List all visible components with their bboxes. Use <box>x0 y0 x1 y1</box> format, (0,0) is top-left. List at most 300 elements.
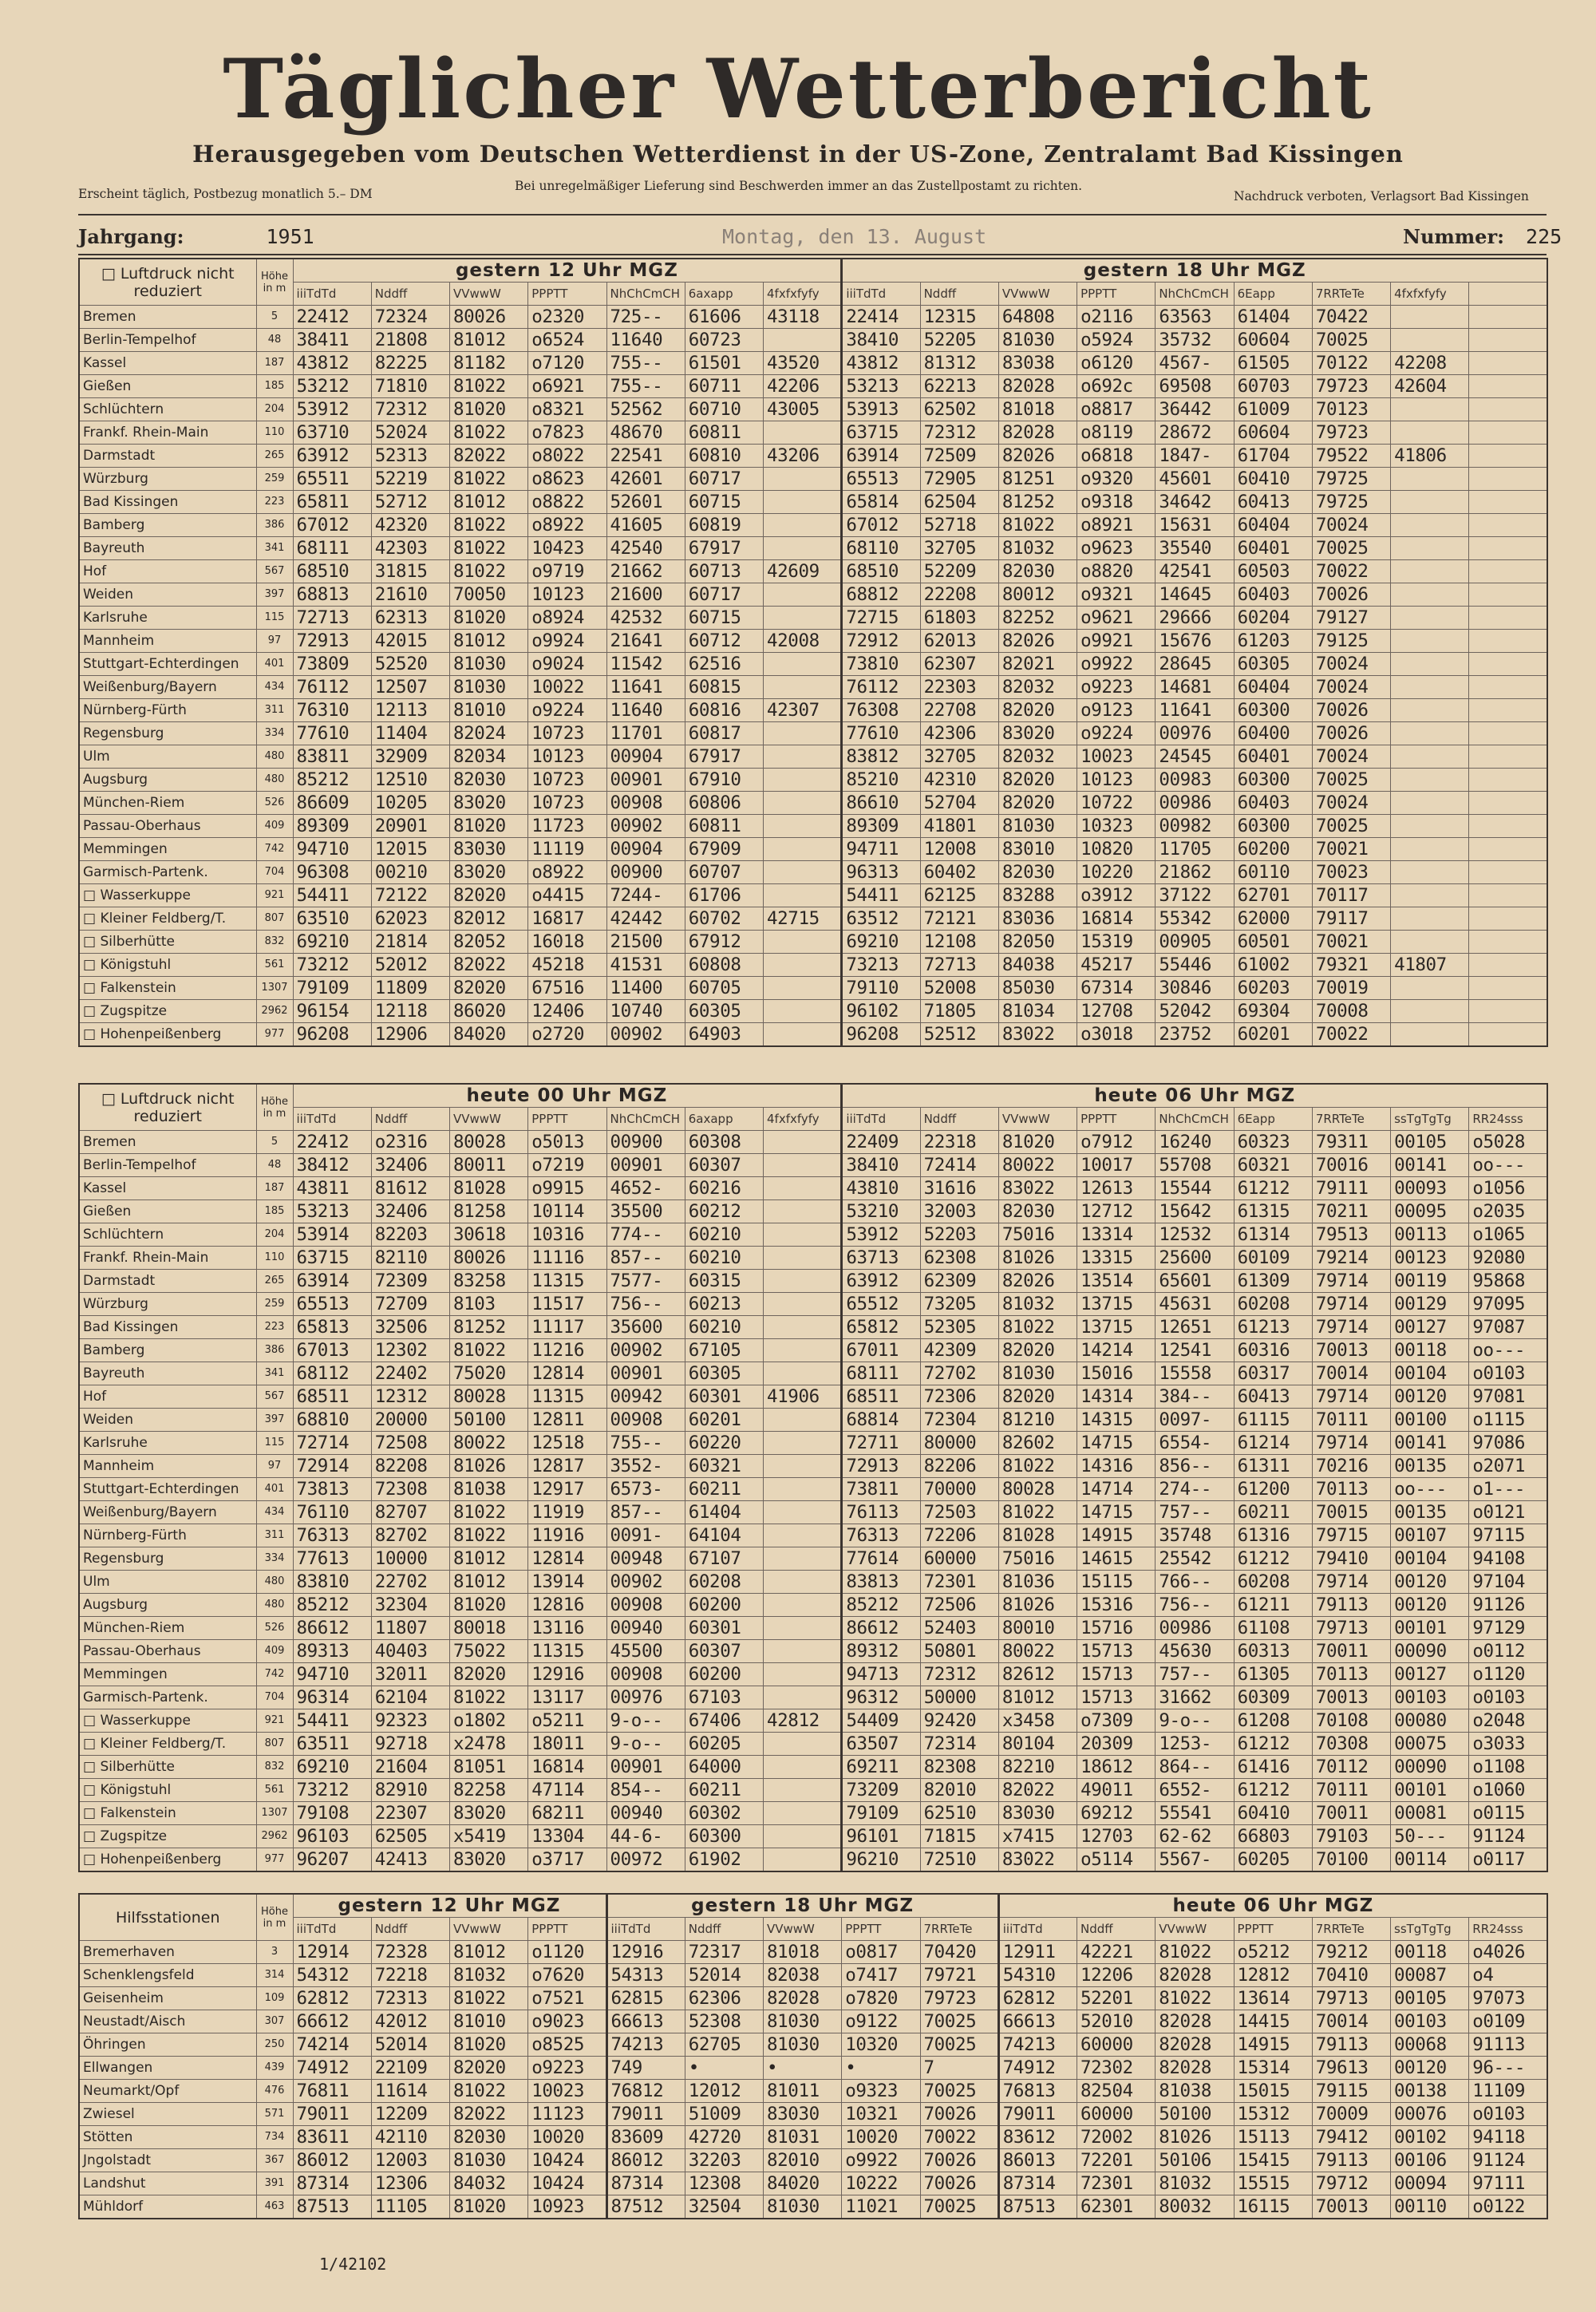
code-header: VVwwW <box>998 1108 1077 1131</box>
obs-cell: 72121 <box>920 907 998 931</box>
obs-cell: 43811 <box>293 1177 371 1200</box>
obs-cell <box>1391 977 1469 1000</box>
obs-cell: 80028 <box>450 1385 528 1409</box>
station-height: 265 <box>256 445 293 468</box>
code-header: PPPTT <box>528 1918 606 1941</box>
obs-cell <box>1391 1023 1469 1047</box>
station-height: 742 <box>256 838 293 861</box>
obs-cell: 13315 <box>1077 1247 1156 1270</box>
obs-cell <box>1469 792 1547 815</box>
station-row <box>79 1594 1547 1617</box>
station-row <box>79 1571 1547 1594</box>
obs-cell: 62510 <box>920 1802 998 1825</box>
station-name: Weiden <box>79 1409 256 1432</box>
station-height: 921 <box>256 884 293 907</box>
obs-cell: 60403 <box>1234 583 1312 607</box>
obs-cell: 81026 <box>998 1247 1077 1270</box>
obs-cell: 63912 <box>842 1270 920 1293</box>
obs-cell <box>764 1524 842 1547</box>
obs-cell: o0103 <box>1469 2103 1547 2126</box>
obs-cell: 80018 <box>450 1617 528 1640</box>
obs-cell: 384-- <box>1156 1385 1234 1409</box>
obs-cell: 64104 <box>685 1524 763 1547</box>
obs-cell: o9024 <box>528 653 606 676</box>
obs-cell: o7417 <box>842 1964 920 1987</box>
obs-cell: 96154 <box>293 1000 371 1023</box>
station-name: Nürnberg-Fürth <box>79 1524 256 1547</box>
obs-cell: 73811 <box>842 1478 920 1501</box>
obs-cell: 18612 <box>1077 1756 1156 1779</box>
obs-cell: 32003 <box>920 1200 998 1223</box>
obs-cell: 11641 <box>1156 699 1234 722</box>
code-header: RR24sss <box>1469 1108 1547 1131</box>
obs-cell: o0103 <box>1469 1362 1547 1385</box>
code-header: VVwwW <box>998 283 1077 306</box>
obs-cell: 64000 <box>685 1756 763 1779</box>
obs-cell: 62-62 <box>1156 1825 1234 1848</box>
obs-cell: • <box>842 2057 920 2080</box>
obs-cell: 76110 <box>293 1501 371 1524</box>
obs-cell: 11123 <box>528 2103 606 2126</box>
obs-cell: 35748 <box>1156 1524 1234 1547</box>
obs-cell <box>764 1478 842 1501</box>
obs-cell: 82034 <box>450 745 528 769</box>
obs-cell: 10424 <box>528 2149 606 2172</box>
obs-cell: 35500 <box>606 1200 685 1223</box>
obs-cell: 79011 <box>606 2103 685 2126</box>
obs-cell: 72913 <box>293 630 371 653</box>
obs-cell <box>1469 676 1547 699</box>
obs-cell: 50100 <box>1156 2103 1234 2126</box>
obs-cell: 00940 <box>606 1802 685 1825</box>
obs-cell: 92080 <box>1469 1247 1547 1270</box>
obs-cell: 00901 <box>606 769 685 792</box>
obs-cell <box>1391 537 1469 560</box>
obs-cell: 70410 <box>1312 1964 1390 1987</box>
obs-cell: o3912 <box>1077 884 1156 907</box>
code-header: iiiTdTd <box>606 1918 685 1941</box>
obs-cell: 83020 <box>450 1802 528 1825</box>
obs-cell: 89309 <box>842 815 920 838</box>
obs-cell: 70216 <box>1312 1455 1390 1478</box>
obs-cell: 81020 <box>998 1131 1077 1154</box>
obs-cell: 85030 <box>998 977 1077 1000</box>
obs-cell: 00120 <box>1391 1594 1469 1617</box>
obs-cell: 69211 <box>842 1756 920 1779</box>
obs-cell: 12308 <box>685 2172 763 2195</box>
code-header: PPPTT <box>528 1108 606 1131</box>
obs-cell: 79321 <box>1312 954 1390 977</box>
obs-cell: 82612 <box>998 1663 1077 1686</box>
obs-cell: 60711 <box>685 375 763 398</box>
obs-cell: 94711 <box>842 838 920 861</box>
station-row <box>79 2010 1547 2033</box>
obs-cell: 61314 <box>1234 1223 1312 1247</box>
obs-cell: 45217 <box>1077 954 1156 977</box>
station-row <box>79 1293 1547 1316</box>
obs-cell: 83020 <box>450 792 528 815</box>
obs-cell: 67012 <box>293 514 371 537</box>
obs-cell: 55541 <box>1156 1802 1234 1825</box>
obs-cell: 81022 <box>450 421 528 445</box>
volume-year: 1951 <box>266 225 314 248</box>
obs-cell: 00904 <box>606 838 685 861</box>
obs-cell: 72002 <box>1077 2126 1156 2149</box>
obs-cell: 70022 <box>920 2126 998 2149</box>
obs-cell: o8321 <box>528 398 606 421</box>
obs-cell: 68111 <box>842 1362 920 1385</box>
obs-cell: 81022 <box>450 537 528 560</box>
obs-cell: o5013 <box>528 1131 606 1154</box>
obs-cell: 67406 <box>685 1709 763 1733</box>
station-row <box>79 1964 1547 1987</box>
obs-cell: o9915 <box>528 1177 606 1200</box>
station-row <box>79 1825 1547 1848</box>
obs-cell: 00094 <box>1391 2172 1469 2195</box>
station-row <box>79 1177 1547 1200</box>
obs-cell: 92718 <box>371 1733 449 1756</box>
obs-cell: 15558 <box>1156 1362 1234 1385</box>
obs-cell: 70113 <box>1312 1663 1390 1686</box>
obs-cell: 12518 <box>528 1432 606 1455</box>
obs-cell: o0112 <box>1469 1640 1547 1663</box>
station-name: München-Riem <box>79 792 256 815</box>
obs-cell: 83030 <box>998 1802 1077 1825</box>
obs-cell: 75016 <box>998 1547 1077 1571</box>
obs-cell: 87512 <box>606 2195 685 2219</box>
obs-cell: 81030 <box>998 1362 1077 1385</box>
obs-cell: 79127 <box>1312 607 1390 630</box>
obs-cell <box>1469 398 1547 421</box>
obs-cell: 81030 <box>764 2033 842 2057</box>
station-height: 334 <box>256 722 293 745</box>
obs-cell: 53914 <box>293 1223 371 1247</box>
obs-cell: 52313 <box>371 445 449 468</box>
obs-cell: 81251 <box>998 468 1077 491</box>
obs-cell: 15642 <box>1156 1200 1234 1223</box>
station-height: 5 <box>256 1131 293 1154</box>
obs-cell: 81030 <box>764 2010 842 2033</box>
obs-cell <box>1469 583 1547 607</box>
obs-cell: oo--- <box>1391 1478 1469 1501</box>
station-name: Hof <box>79 560 256 583</box>
obs-cell: 00120 <box>1391 2057 1469 2080</box>
station-height: 367 <box>256 2149 293 2172</box>
obs-cell: 81022 <box>450 1524 528 1547</box>
obs-cell: 60315 <box>685 1270 763 1293</box>
station-row <box>79 1640 1547 1663</box>
obs-cell: 60503 <box>1234 560 1312 583</box>
obs-cell: 48670 <box>606 421 685 445</box>
obs-cell: 61200 <box>1234 1478 1312 1501</box>
obs-cell: 62701 <box>1234 884 1312 907</box>
obs-cell: 96312 <box>842 1686 920 1709</box>
obs-cell: 00101 <box>1391 1617 1469 1640</box>
obs-cell: 22402 <box>371 1362 449 1385</box>
station-name: Jngolstadt <box>79 2149 256 2172</box>
obs-cell: 60707 <box>685 861 763 884</box>
obs-cell: 9-o-- <box>1156 1709 1234 1733</box>
obs-cell: 00093 <box>1391 1177 1469 1200</box>
obs-cell: 60819 <box>685 514 763 537</box>
obs-cell: 61009 <box>1234 398 1312 421</box>
obs-cell: 60702 <box>685 907 763 931</box>
obs-cell: 60400 <box>1234 722 1312 745</box>
obs-cell: 00138 <box>1391 2080 1469 2103</box>
code-header: 6Eapp <box>1234 1108 1312 1131</box>
obs-cell: 60213 <box>685 1293 763 1316</box>
obs-cell: 61505 <box>1234 352 1312 375</box>
obs-cell: 68510 <box>293 560 371 583</box>
obs-cell: 62505 <box>371 1825 449 1848</box>
obs-cell: 61316 <box>1234 1524 1312 1547</box>
obs-cell: 4652- <box>606 1177 685 1200</box>
obs-cell: 22109 <box>371 2057 449 2080</box>
station-row <box>79 1686 1547 1709</box>
obs-cell <box>764 607 842 630</box>
obs-cell: 81022 <box>450 514 528 537</box>
obs-cell <box>764 1432 842 1455</box>
obs-cell: 16240 <box>1156 1131 1234 1154</box>
obs-cell: o8922 <box>528 514 606 537</box>
obs-cell: 60300 <box>1234 769 1312 792</box>
obs-cell: 11614 <box>371 2080 449 2103</box>
obs-cell: 13715 <box>1077 1316 1156 1339</box>
obs-cell: 63511 <box>293 1733 371 1756</box>
obs-cell: 81051 <box>450 1756 528 1779</box>
obs-cell: 81022 <box>998 514 1077 537</box>
obs-cell: 10723 <box>528 769 606 792</box>
obs-cell: 82258 <box>450 1779 528 1802</box>
obs-cell: 92323 <box>371 1709 449 1733</box>
obs-cell: 79721 <box>920 1964 998 1987</box>
obs-cell: 70023 <box>1312 861 1390 884</box>
obs-cell: 79723 <box>920 1987 998 2010</box>
obs-cell: 14915 <box>1234 2033 1312 2057</box>
obs-cell: 11116 <box>528 1247 606 1270</box>
obs-cell: 65513 <box>842 468 920 491</box>
obs-cell <box>1469 722 1547 745</box>
obs-cell: 72312 <box>920 1663 998 1686</box>
obs-cell: 11109 <box>1469 2080 1547 2103</box>
obs-cell: o1120 <box>528 1941 606 1964</box>
obs-cell: 38410 <box>842 1154 920 1177</box>
obs-cell: 82210 <box>998 1756 1077 1779</box>
obs-cell: 755-- <box>606 352 685 375</box>
station-height: 223 <box>256 1316 293 1339</box>
station-height: 401 <box>256 653 293 676</box>
obs-cell: 72317 <box>685 1941 763 1964</box>
obs-cell: 79011 <box>998 2103 1077 2126</box>
obs-cell: 11021 <box>842 2195 920 2219</box>
station-name: Neustadt/Aisch <box>79 2010 256 2033</box>
obs-cell: 21662 <box>606 560 685 583</box>
obs-cell <box>764 838 842 861</box>
height-caption: Höhe in m <box>256 1894 293 1941</box>
obs-cell: 79513 <box>1312 1223 1390 1247</box>
obs-cell: 79715 <box>1312 1524 1390 1547</box>
obs-cell: 9-o-- <box>606 1733 685 1756</box>
station-row <box>79 421 1547 445</box>
obs-cell: 72313 <box>371 1987 449 2010</box>
obs-cell: 42008 <box>764 630 842 653</box>
station-name: Regensburg <box>79 722 256 745</box>
obs-cell: 43118 <box>764 306 842 329</box>
obs-cell: 70117 <box>1312 884 1390 907</box>
obs-cell <box>764 1247 842 1270</box>
obs-cell: 00948 <box>606 1547 685 1571</box>
obs-cell: 79125 <box>1312 630 1390 653</box>
obs-cell <box>1391 792 1469 815</box>
obs-cell: 20000 <box>371 1409 449 1432</box>
obs-cell: 68111 <box>293 537 371 560</box>
station-row <box>79 445 1547 468</box>
obs-cell: 60308 <box>685 1131 763 1154</box>
obs-cell: 00101 <box>1391 1779 1469 1802</box>
obs-cell: 94710 <box>293 838 371 861</box>
obs-cell <box>764 1663 842 1686</box>
obs-cell <box>764 745 842 769</box>
obs-cell: 97104 <box>1469 1571 1547 1594</box>
station-row <box>79 1223 1547 1247</box>
obs-cell: 60110 <box>1234 861 1312 884</box>
obs-cell: 92420 <box>920 1709 998 1733</box>
obs-cell: 60300 <box>685 1825 763 1848</box>
obs-cell: 62104 <box>371 1686 449 1709</box>
obs-cell: 66613 <box>606 2010 685 2033</box>
obs-cell: 21610 <box>371 583 449 607</box>
obs-cell: 25600 <box>1156 1247 1234 1270</box>
obs-cell: 11809 <box>371 977 449 1000</box>
obs-cell: 73209 <box>842 1779 920 1802</box>
obs-cell: 79723 <box>1312 421 1390 445</box>
obs-cell: 87314 <box>998 2172 1077 2195</box>
obs-cell: 61002 <box>1234 954 1312 977</box>
station-height: 480 <box>256 1571 293 1594</box>
station-row <box>79 1432 1547 1455</box>
obs-cell: 15713 <box>1077 1686 1156 1709</box>
obs-cell: 81026 <box>450 1455 528 1478</box>
code-header: ssTgTgTg <box>1391 1918 1469 1941</box>
obs-cell: 0097- <box>1156 1409 1234 1432</box>
obs-cell: 12108 <box>920 931 998 954</box>
copyright-note: Nachdruck verboten, Verlagsort Bad Kissingen <box>1234 189 1529 204</box>
obs-cell: 10220 <box>1077 861 1156 884</box>
obs-cell: 42532 <box>606 607 685 630</box>
obs-cell: 60200 <box>1234 838 1312 861</box>
table-today <box>78 1083 1548 1872</box>
obs-cell <box>1469 306 1547 329</box>
obs-cell: 61706 <box>685 884 763 907</box>
obs-cell <box>1469 421 1547 445</box>
obs-cell: o7823 <box>528 421 606 445</box>
obs-cell: 79115 <box>1312 2080 1390 2103</box>
obs-cell: 79723 <box>1312 375 1390 398</box>
obs-cell: 60201 <box>1234 1023 1312 1047</box>
obs-cell: 856-- <box>1156 1455 1234 1478</box>
obs-cell: 72414 <box>920 1154 998 1177</box>
obs-cell: 67105 <box>685 1339 763 1362</box>
station-height: 5 <box>256 306 293 329</box>
code-header: PPPTT <box>528 283 606 306</box>
station-row <box>79 1941 1547 1964</box>
code-header: PPPTT <box>842 1918 920 1941</box>
obs-cell: 72715 <box>842 607 920 630</box>
obs-cell: 8103 <box>450 1293 528 1316</box>
station-height: 439 <box>256 2057 293 2080</box>
station-height: 480 <box>256 769 293 792</box>
obs-cell <box>1469 977 1547 1000</box>
obs-cell: 00119 <box>1391 1270 1469 1293</box>
obs-cell: 42540 <box>606 537 685 560</box>
obs-cell: 60000 <box>1077 2103 1156 2126</box>
station-row <box>79 1385 1547 1409</box>
obs-cell: 32506 <box>371 1316 449 1339</box>
obs-cell: 82028 <box>764 1987 842 2010</box>
station-row <box>79 722 1547 745</box>
station-name: Bremerhaven <box>79 1941 256 1964</box>
obs-cell: 73810 <box>842 653 920 676</box>
station-height: 1307 <box>256 977 293 1000</box>
obs-cell <box>1469 699 1547 722</box>
obs-cell: 67012 <box>842 514 920 537</box>
obs-cell: 00901 <box>606 1362 685 1385</box>
station-name: Stötten <box>79 2126 256 2149</box>
obs-cell: 70014 <box>1312 1362 1390 1385</box>
station-height: 480 <box>256 1594 293 1617</box>
obs-cell: o1056 <box>1469 1177 1547 1200</box>
station-row <box>79 1339 1547 1362</box>
obs-cell: 72122 <box>371 884 449 907</box>
obs-cell <box>764 1362 842 1385</box>
station-height: 341 <box>256 1362 293 1385</box>
obs-cell: 52601 <box>606 491 685 514</box>
obs-cell: 12003 <box>371 2149 449 2172</box>
obs-cell: 54313 <box>606 1964 685 1987</box>
obs-cell: 00080 <box>1391 1709 1469 1733</box>
obs-cell <box>1391 931 1469 954</box>
obs-cell: 60208 <box>685 1571 763 1594</box>
group-title: gestern 18 Uhr MGZ <box>606 1894 998 1918</box>
obs-cell: 13117 <box>528 1686 606 1709</box>
obs-cell: 79714 <box>1312 1571 1390 1594</box>
obs-cell <box>764 1686 842 1709</box>
code-header: VVwwW <box>450 1918 528 1941</box>
obs-cell: 15113 <box>1234 2126 1312 2149</box>
obs-cell <box>764 421 842 445</box>
obs-cell: 52205 <box>920 329 998 352</box>
obs-cell: 68810 <box>293 1409 371 1432</box>
obs-cell: 70022 <box>1312 1023 1390 1047</box>
obs-cell: 60501 <box>1234 931 1312 954</box>
obs-cell: 77614 <box>842 1547 920 1571</box>
obs-cell: 10423 <box>528 537 606 560</box>
obs-cell: 10123 <box>528 583 606 607</box>
group-title: gestern 12 Uhr MGZ <box>293 259 842 283</box>
obs-cell: 10723 <box>528 722 606 745</box>
obs-cell: 71810 <box>371 375 449 398</box>
obs-cell: 81011 <box>764 2080 842 2103</box>
obs-cell: 00129 <box>1391 1293 1469 1316</box>
obs-cell: 75022 <box>450 1640 528 1663</box>
obs-cell: 81020 <box>450 1594 528 1617</box>
obs-cell: 42601 <box>606 468 685 491</box>
obs-cell: 00986 <box>1156 1617 1234 1640</box>
obs-cell: 52403 <box>920 1617 998 1640</box>
obs-cell: 00107 <box>1391 1524 1469 1547</box>
obs-cell: 65512 <box>842 1293 920 1316</box>
obs-cell: 12708 <box>1077 1000 1156 1023</box>
